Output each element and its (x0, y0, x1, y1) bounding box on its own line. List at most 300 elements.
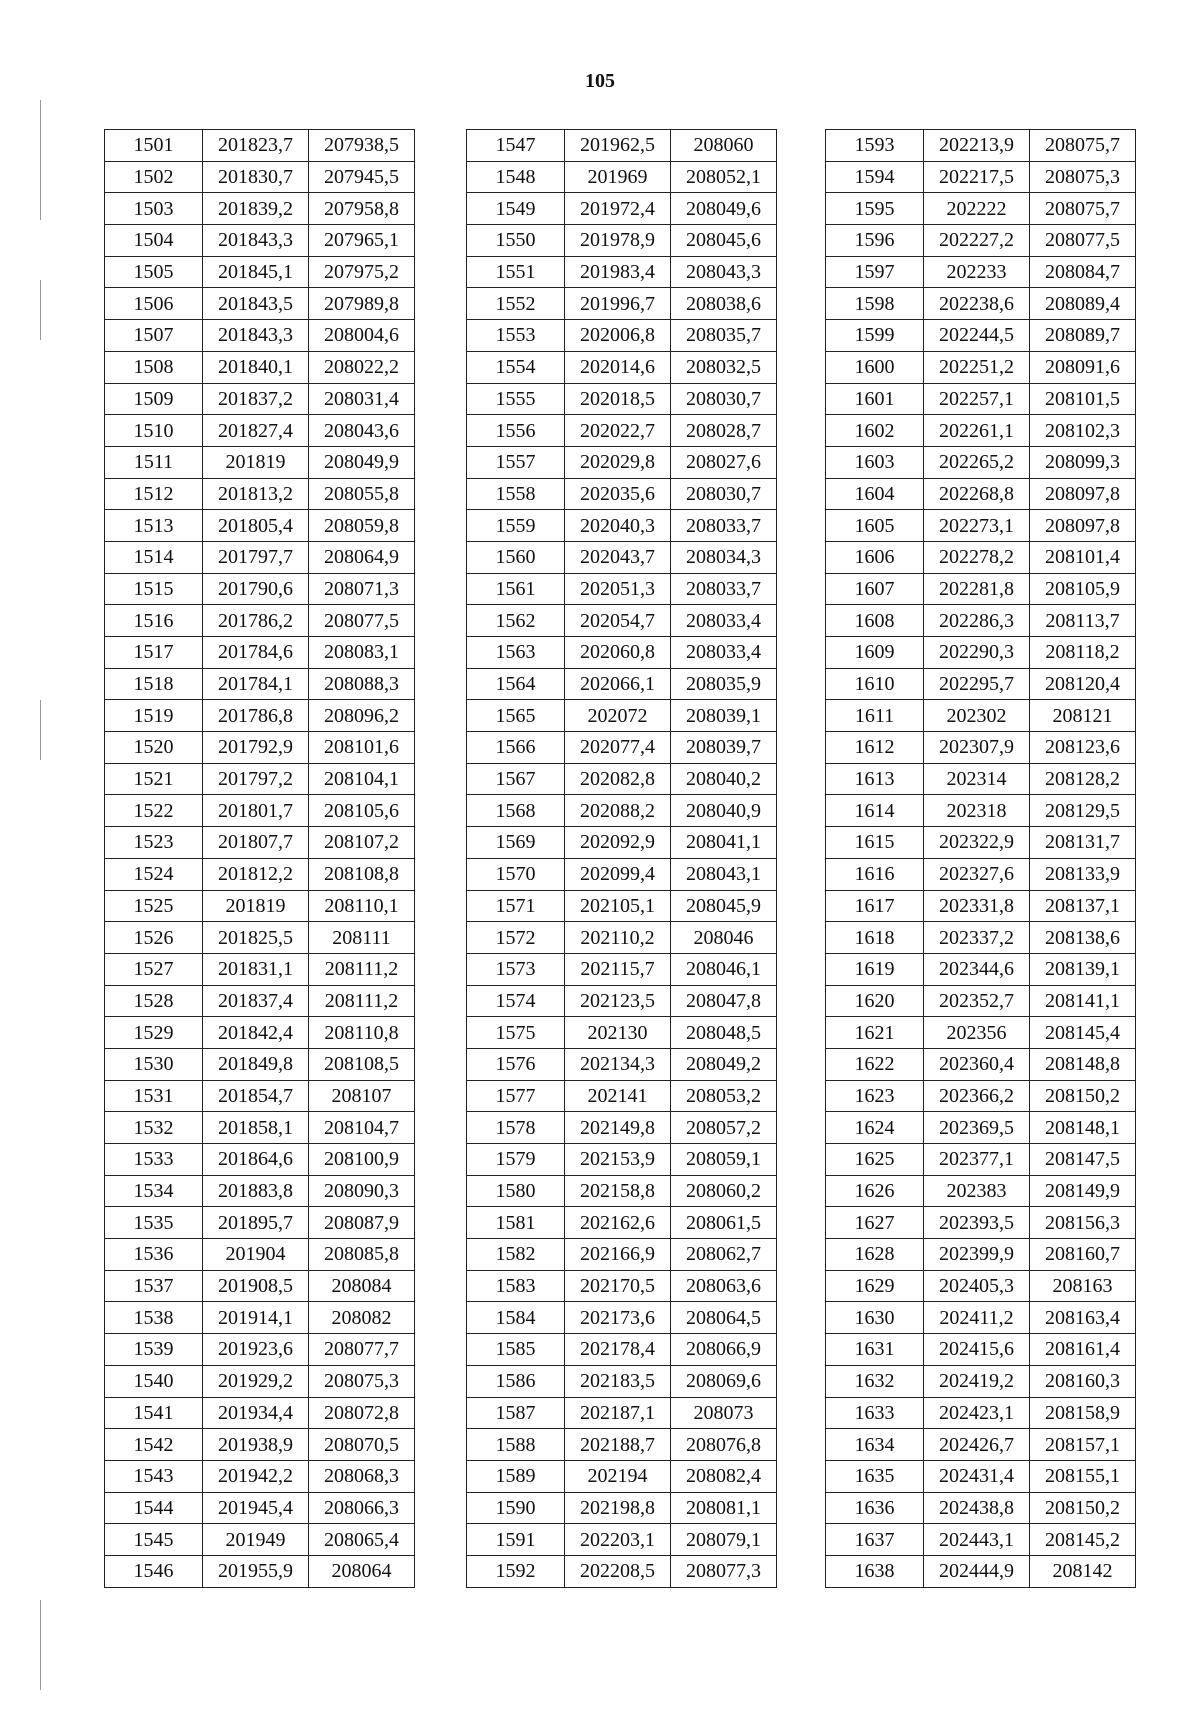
point-number-cell: 1613 (826, 763, 924, 795)
x-coordinate-cell: 202227,2 (924, 225, 1030, 257)
table-row (105, 605, 415, 637)
table-row (826, 1334, 1136, 1366)
point-number-cell: 1604 (826, 478, 924, 510)
x-coordinate-cell: 201858,1 (203, 1112, 309, 1144)
point-number-cell: 1542 (105, 1429, 203, 1461)
table-row (826, 478, 1136, 510)
table-row (105, 541, 415, 573)
point-number-cell: 1606 (826, 541, 924, 573)
point-number-cell: 1514 (105, 541, 203, 573)
table-row (826, 1239, 1136, 1271)
x-coordinate-cell: 202265,2 (924, 446, 1030, 478)
point-number-cell: 1599 (826, 320, 924, 352)
y-coordinate-cell: 208088,3 (309, 668, 415, 700)
x-coordinate-cell: 202014,6 (565, 351, 671, 383)
x-coordinate-cell: 202088,2 (565, 795, 671, 827)
y-coordinate-cell: 208030,7 (671, 478, 777, 510)
x-coordinate-cell: 202130 (565, 1017, 671, 1049)
y-coordinate-cell: 208064,5 (671, 1302, 777, 1334)
point-number-cell: 1563 (467, 637, 565, 669)
table-row (826, 1207, 1136, 1239)
table-row (826, 1524, 1136, 1556)
table-row (826, 383, 1136, 415)
point-number-cell: 1555 (467, 383, 565, 415)
y-coordinate-cell: 208075,7 (1030, 193, 1136, 225)
point-number-cell: 1631 (826, 1334, 924, 1366)
x-coordinate-cell: 201938,9 (203, 1429, 309, 1461)
y-coordinate-cell: 208081,1 (671, 1492, 777, 1524)
point-number-cell: 1526 (105, 922, 203, 954)
y-coordinate-cell: 208045,9 (671, 890, 777, 922)
x-coordinate-cell: 202054,7 (565, 605, 671, 637)
point-number-cell: 1578 (467, 1112, 565, 1144)
y-coordinate-cell: 208161,4 (1030, 1334, 1136, 1366)
x-coordinate-cell: 201962,5 (565, 130, 671, 162)
x-coordinate-cell: 201934,4 (203, 1397, 309, 1429)
point-number-cell: 1621 (826, 1017, 924, 1049)
x-coordinate-cell: 202322,9 (924, 827, 1030, 859)
point-number-cell: 1547 (467, 130, 565, 162)
y-coordinate-cell: 208105,9 (1030, 573, 1136, 605)
point-number-cell: 1579 (467, 1144, 565, 1176)
point-number-cell: 1502 (105, 161, 203, 193)
table-row (105, 446, 415, 478)
table-row (467, 763, 777, 795)
point-number-cell: 1583 (467, 1270, 565, 1302)
table-row (467, 193, 777, 225)
point-number-cell: 1564 (467, 668, 565, 700)
point-number-cell: 1577 (467, 1080, 565, 1112)
y-coordinate-cell: 208060,2 (671, 1175, 777, 1207)
x-coordinate-cell: 201837,2 (203, 383, 309, 415)
x-coordinate-cell: 201786,2 (203, 605, 309, 637)
x-coordinate-cell: 201784,1 (203, 668, 309, 700)
point-number-cell: 1616 (826, 858, 924, 890)
point-number-cell: 1569 (467, 827, 565, 859)
point-number-cell: 1552 (467, 288, 565, 320)
point-number-cell: 1611 (826, 700, 924, 732)
table-row (826, 1017, 1136, 1049)
point-number-cell: 1558 (467, 478, 565, 510)
point-number-cell: 1540 (105, 1365, 203, 1397)
x-coordinate-cell: 202426,7 (924, 1429, 1030, 1461)
y-coordinate-cell: 208101,6 (309, 732, 415, 764)
table-row (105, 763, 415, 795)
x-coordinate-cell: 202066,1 (565, 668, 671, 700)
table-row (826, 668, 1136, 700)
y-coordinate-cell: 208110,8 (309, 1017, 415, 1049)
y-coordinate-cell: 208028,7 (671, 415, 777, 447)
point-number-cell: 1527 (105, 953, 203, 985)
y-coordinate-cell: 207965,1 (309, 225, 415, 257)
x-coordinate-cell: 202115,7 (565, 953, 671, 985)
y-coordinate-cell: 208049,2 (671, 1048, 777, 1080)
x-coordinate-cell: 202018,5 (565, 383, 671, 415)
point-number-cell: 1531 (105, 1080, 203, 1112)
x-coordinate-cell: 202411,2 (924, 1302, 1030, 1334)
table-row (826, 732, 1136, 764)
point-number-cell: 1566 (467, 732, 565, 764)
y-coordinate-cell: 208137,1 (1030, 890, 1136, 922)
y-coordinate-cell: 208133,9 (1030, 858, 1136, 890)
table-row (467, 1239, 777, 1271)
point-number-cell: 1595 (826, 193, 924, 225)
y-coordinate-cell: 208110,1 (309, 890, 415, 922)
table-row (826, 256, 1136, 288)
y-coordinate-cell: 208027,6 (671, 446, 777, 478)
x-coordinate-cell: 202170,5 (565, 1270, 671, 1302)
y-coordinate-cell: 208077,7 (309, 1334, 415, 1366)
y-coordinate-cell: 208033,4 (671, 637, 777, 669)
table-row (105, 1524, 415, 1556)
table-row (105, 1460, 415, 1492)
x-coordinate-cell: 202356 (924, 1017, 1030, 1049)
table-row (826, 922, 1136, 954)
x-coordinate-cell: 202183,5 (565, 1365, 671, 1397)
point-number-cell: 1549 (467, 193, 565, 225)
table-row (105, 256, 415, 288)
x-coordinate-cell: 202369,5 (924, 1112, 1030, 1144)
x-coordinate-cell: 201827,4 (203, 415, 309, 447)
y-coordinate-cell: 208039,1 (671, 700, 777, 732)
x-coordinate-cell: 202105,1 (565, 890, 671, 922)
y-coordinate-cell: 208061,5 (671, 1207, 777, 1239)
y-coordinate-cell: 208120,4 (1030, 668, 1136, 700)
y-coordinate-cell: 208142 (1030, 1555, 1136, 1587)
x-coordinate-cell: 202405,3 (924, 1270, 1030, 1302)
point-number-cell: 1548 (467, 161, 565, 193)
x-coordinate-cell: 202208,5 (565, 1555, 671, 1587)
x-coordinate-cell: 202318 (924, 795, 1030, 827)
table-row (105, 478, 415, 510)
point-number-cell: 1520 (105, 732, 203, 764)
x-coordinate-cell: 202022,7 (565, 415, 671, 447)
table-row (826, 700, 1136, 732)
x-coordinate-cell: 201797,7 (203, 541, 309, 573)
table-row (467, 510, 777, 542)
x-coordinate-cell: 202222 (924, 193, 1030, 225)
table-row (826, 763, 1136, 795)
point-number-cell: 1546 (105, 1555, 203, 1587)
point-number-cell: 1538 (105, 1302, 203, 1334)
x-coordinate-cell: 201908,5 (203, 1270, 309, 1302)
x-coordinate-cell: 202166,9 (565, 1239, 671, 1271)
table-row (467, 541, 777, 573)
point-number-cell: 1511 (105, 446, 203, 478)
y-coordinate-cell: 208059,8 (309, 510, 415, 542)
y-coordinate-cell: 208075,3 (309, 1365, 415, 1397)
table-row (105, 1302, 415, 1334)
y-coordinate-cell: 208160,3 (1030, 1365, 1136, 1397)
y-coordinate-cell: 208049,9 (309, 446, 415, 478)
table-row (467, 383, 777, 415)
x-coordinate-cell: 201801,7 (203, 795, 309, 827)
x-coordinate-cell: 201819 (203, 446, 309, 478)
table-row (467, 351, 777, 383)
y-coordinate-cell: 208139,1 (1030, 953, 1136, 985)
x-coordinate-cell: 201914,1 (203, 1302, 309, 1334)
x-coordinate-cell: 202314 (924, 763, 1030, 795)
point-number-cell: 1582 (467, 1239, 565, 1271)
point-number-cell: 1636 (826, 1492, 924, 1524)
table-row (105, 320, 415, 352)
y-coordinate-cell: 208145,2 (1030, 1524, 1136, 1556)
y-coordinate-cell: 208147,5 (1030, 1144, 1136, 1176)
table-row (826, 288, 1136, 320)
x-coordinate-cell: 202286,3 (924, 605, 1030, 637)
point-number-cell: 1610 (826, 668, 924, 700)
table-row (826, 1397, 1136, 1429)
table-row (467, 732, 777, 764)
point-number-cell: 1615 (826, 827, 924, 859)
y-coordinate-cell: 208071,3 (309, 573, 415, 605)
x-coordinate-cell: 201807,7 (203, 827, 309, 859)
point-number-cell: 1528 (105, 985, 203, 1017)
table-row (105, 573, 415, 605)
x-coordinate-cell: 202198,8 (565, 1492, 671, 1524)
y-coordinate-cell: 207958,8 (309, 193, 415, 225)
x-coordinate-cell: 202134,3 (565, 1048, 671, 1080)
table-row (467, 1048, 777, 1080)
point-number-cell: 1609 (826, 637, 924, 669)
y-coordinate-cell: 208077,5 (309, 605, 415, 637)
x-coordinate-cell: 201864,6 (203, 1144, 309, 1176)
y-coordinate-cell: 208032,5 (671, 351, 777, 383)
x-coordinate-cell: 201813,2 (203, 478, 309, 510)
x-coordinate-cell: 201983,4 (565, 256, 671, 288)
y-coordinate-cell: 208055,8 (309, 478, 415, 510)
table-row (467, 1397, 777, 1429)
table-row (467, 1429, 777, 1461)
x-coordinate-cell: 201929,2 (203, 1365, 309, 1397)
y-coordinate-cell: 208149,9 (1030, 1175, 1136, 1207)
x-coordinate-cell: 202178,4 (565, 1334, 671, 1366)
y-coordinate-cell: 208047,8 (671, 985, 777, 1017)
x-coordinate-cell: 202377,1 (924, 1144, 1030, 1176)
x-coordinate-cell: 201840,1 (203, 351, 309, 383)
y-coordinate-cell: 208077,5 (1030, 225, 1136, 257)
x-coordinate-cell: 202366,2 (924, 1080, 1030, 1112)
y-coordinate-cell: 208033,4 (671, 605, 777, 637)
table-row (826, 510, 1136, 542)
y-coordinate-cell: 208148,8 (1030, 1048, 1136, 1080)
table-row (105, 953, 415, 985)
point-number-cell: 1574 (467, 985, 565, 1017)
x-coordinate-cell: 202244,5 (924, 320, 1030, 352)
y-coordinate-cell: 208043,6 (309, 415, 415, 447)
y-coordinate-cell: 208066,3 (309, 1492, 415, 1524)
point-number-cell: 1588 (467, 1429, 565, 1461)
x-coordinate-cell: 202399,9 (924, 1239, 1030, 1271)
point-number-cell: 1525 (105, 890, 203, 922)
point-number-cell: 1623 (826, 1080, 924, 1112)
y-coordinate-cell: 207975,2 (309, 256, 415, 288)
table-row (105, 985, 415, 1017)
point-number-cell: 1567 (467, 763, 565, 795)
x-coordinate-cell: 201839,2 (203, 193, 309, 225)
y-coordinate-cell: 208053,2 (671, 1080, 777, 1112)
x-coordinate-cell: 201949 (203, 1524, 309, 1556)
point-number-cell: 1589 (467, 1460, 565, 1492)
point-number-cell: 1551 (467, 256, 565, 288)
x-coordinate-cell: 202273,1 (924, 510, 1030, 542)
x-coordinate-cell: 201955,9 (203, 1555, 309, 1587)
x-coordinate-cell: 202194 (565, 1460, 671, 1492)
x-coordinate-cell: 202092,9 (565, 827, 671, 859)
table-row (467, 827, 777, 859)
y-coordinate-cell: 208034,3 (671, 541, 777, 573)
table-row (826, 1175, 1136, 1207)
table-row (467, 1175, 777, 1207)
point-number-cell: 1568 (467, 795, 565, 827)
x-coordinate-cell: 202443,1 (924, 1524, 1030, 1556)
table-row (105, 1492, 415, 1524)
table-row (826, 161, 1136, 193)
table-row (467, 1017, 777, 1049)
point-number-cell: 1505 (105, 256, 203, 288)
table-row (467, 415, 777, 447)
y-coordinate-cell: 208138,6 (1030, 922, 1136, 954)
table-row (105, 637, 415, 669)
x-coordinate-cell: 201854,7 (203, 1080, 309, 1112)
table-row (826, 225, 1136, 257)
x-coordinate-cell: 201812,2 (203, 858, 309, 890)
table-row (826, 573, 1136, 605)
table-row (467, 1555, 777, 1587)
y-coordinate-cell: 208107,2 (309, 827, 415, 859)
point-number-cell: 1570 (467, 858, 565, 890)
point-number-cell: 1532 (105, 1112, 203, 1144)
point-number-cell: 1561 (467, 573, 565, 605)
table-row (467, 573, 777, 605)
x-coordinate-cell: 202153,9 (565, 1144, 671, 1176)
y-coordinate-cell: 208049,6 (671, 193, 777, 225)
y-coordinate-cell: 208157,1 (1030, 1429, 1136, 1461)
point-number-cell: 1501 (105, 130, 203, 162)
y-coordinate-cell: 208145,4 (1030, 1017, 1136, 1049)
x-coordinate-cell: 202123,5 (565, 985, 671, 1017)
table-row (826, 320, 1136, 352)
y-coordinate-cell: 208075,3 (1030, 161, 1136, 193)
x-coordinate-cell: 201805,4 (203, 510, 309, 542)
x-coordinate-cell: 201996,7 (565, 288, 671, 320)
table-row (826, 827, 1136, 859)
table-row (826, 1048, 1136, 1080)
y-coordinate-cell: 208108,5 (309, 1048, 415, 1080)
point-number-cell: 1605 (826, 510, 924, 542)
y-coordinate-cell: 208096,2 (309, 700, 415, 732)
table-row (467, 1270, 777, 1302)
x-coordinate-cell: 202383 (924, 1175, 1030, 1207)
point-number-cell: 1587 (467, 1397, 565, 1429)
table-row (826, 795, 1136, 827)
y-coordinate-cell: 208099,3 (1030, 446, 1136, 478)
y-coordinate-cell: 208038,6 (671, 288, 777, 320)
y-coordinate-cell: 208084,7 (1030, 256, 1136, 288)
point-number-cell: 1503 (105, 193, 203, 225)
y-coordinate-cell: 208089,4 (1030, 288, 1136, 320)
y-coordinate-cell: 208082,4 (671, 1460, 777, 1492)
x-coordinate-cell: 202213,9 (924, 130, 1030, 162)
x-coordinate-cell: 202290,3 (924, 637, 1030, 669)
scan-margin-line (40, 280, 41, 340)
x-coordinate-cell: 202302 (924, 700, 1030, 732)
point-number-cell: 1576 (467, 1048, 565, 1080)
y-coordinate-cell: 208089,7 (1030, 320, 1136, 352)
y-coordinate-cell: 208118,2 (1030, 637, 1136, 669)
point-number-cell: 1565 (467, 700, 565, 732)
x-coordinate-cell: 202393,5 (924, 1207, 1030, 1239)
x-coordinate-cell: 201895,7 (203, 1207, 309, 1239)
point-number-cell: 1559 (467, 510, 565, 542)
x-coordinate-cell: 201842,4 (203, 1017, 309, 1049)
point-number-cell: 1592 (467, 1555, 565, 1587)
y-coordinate-cell: 208031,4 (309, 383, 415, 415)
y-coordinate-cell: 208030,7 (671, 383, 777, 415)
point-number-cell: 1594 (826, 161, 924, 193)
point-number-cell: 1627 (826, 1207, 924, 1239)
point-number-cell: 1637 (826, 1524, 924, 1556)
table-row (467, 668, 777, 700)
table-row (467, 1365, 777, 1397)
table-row (467, 446, 777, 478)
point-number-cell: 1591 (467, 1524, 565, 1556)
x-coordinate-cell: 202307,9 (924, 732, 1030, 764)
table-row (105, 858, 415, 890)
point-number-cell: 1533 (105, 1144, 203, 1176)
point-number-cell: 1634 (826, 1429, 924, 1461)
point-number-cell: 1635 (826, 1460, 924, 1492)
point-number-cell: 1586 (467, 1365, 565, 1397)
x-coordinate-cell: 202173,6 (565, 1302, 671, 1334)
y-coordinate-cell: 208070,5 (309, 1429, 415, 1461)
table-row (467, 288, 777, 320)
y-coordinate-cell: 208035,9 (671, 668, 777, 700)
y-coordinate-cell: 208084 (309, 1270, 415, 1302)
point-number-cell: 1590 (467, 1492, 565, 1524)
y-coordinate-cell: 208158,9 (1030, 1397, 1136, 1429)
point-number-cell: 1572 (467, 922, 565, 954)
table-row (105, 510, 415, 542)
point-number-cell: 1597 (826, 256, 924, 288)
x-coordinate-cell: 202162,6 (565, 1207, 671, 1239)
point-number-cell: 1553 (467, 320, 565, 352)
coordinate-table (104, 129, 415, 1588)
table-row (826, 1080, 1136, 1112)
table-row (105, 1365, 415, 1397)
table-row (826, 1492, 1136, 1524)
y-coordinate-cell: 208091,6 (1030, 351, 1136, 383)
y-coordinate-cell: 208113,7 (1030, 605, 1136, 637)
table-row (826, 953, 1136, 985)
x-coordinate-cell: 202281,8 (924, 573, 1030, 605)
x-coordinate-cell: 202438,8 (924, 1492, 1030, 1524)
page-number: 105 (585, 70, 615, 92)
y-coordinate-cell: 208155,1 (1030, 1460, 1136, 1492)
x-coordinate-cell: 202261,1 (924, 415, 1030, 447)
coordinate-table (825, 129, 1136, 1588)
point-number-cell: 1560 (467, 541, 565, 573)
y-coordinate-cell: 208068,3 (309, 1460, 415, 1492)
x-coordinate-cell: 202035,6 (565, 478, 671, 510)
y-coordinate-cell: 208004,6 (309, 320, 415, 352)
point-number-cell: 1513 (105, 510, 203, 542)
y-coordinate-cell: 208104,1 (309, 763, 415, 795)
x-coordinate-cell: 202217,5 (924, 161, 1030, 193)
point-number-cell: 1544 (105, 1492, 203, 1524)
point-number-cell: 1629 (826, 1270, 924, 1302)
point-number-cell: 1516 (105, 605, 203, 637)
